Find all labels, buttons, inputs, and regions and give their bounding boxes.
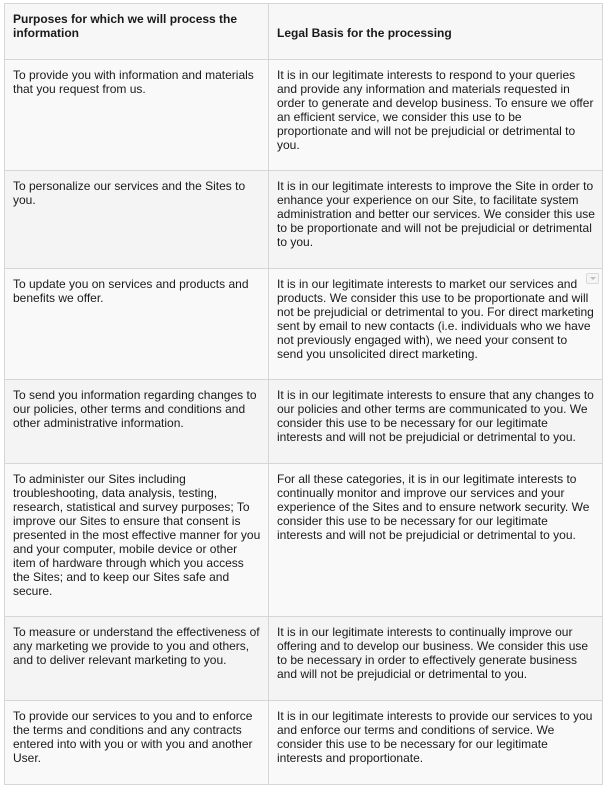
purpose-cell: To provide our services to you and to enforce the terms and conditions and any contracts entered into with you or with you and another User. <box>5 701 269 785</box>
purpose-cell: To update you on services and products and benefits we offer. <box>5 269 269 380</box>
table-row <box>5 60 603 171</box>
basis-cell: For all these categories, it is in our legitimate interests to continually monitor and improve our services and your experience of the Sites and to ensure network security. We consider this use to be necessary for our legitimate interests and will not be prejudicial or detrimental to you. <box>269 464 603 617</box>
table-header-row <box>5 4 603 60</box>
purpose-cell: To administer our Sites including troubleshooting, data analysis, testing, research, statistical and survey purposes; To improve our Sites to ensure that consent is presented in the most effective manner for you and your computer, mobile device or other item of hardware through which you access the Sites; and to keep our Sites safe and secure. <box>5 464 269 617</box>
header-legal-basis: Legal Basis for the processing <box>269 4 603 60</box>
purpose-cell: To send you information regarding changes to our policies, other terms and conditions and other administrative information. <box>5 380 269 464</box>
purpose-cell: To provide you with information and materials that you request from us. <box>5 60 269 171</box>
table-row <box>5 171 603 269</box>
table-row <box>5 617 603 701</box>
basis-cell: It is in our legitimate interests to improve the Site in order to enhance your experience on our Site, to facilitate system administration and better our services. We consider this use to be proportionate and will not be prejudicial or detrimental to you. <box>269 171 603 269</box>
header-purpose: Purposes for which we will process the information <box>5 4 269 60</box>
basis-cell: It is in our legitimate interests to continually improve our offering and to develop our business. We consider this use to be necessary in order to effectively generate business and will not be prejudicial or detrimental to you. <box>269 617 603 701</box>
basis-cell: It is in our legitimate interests to ensure that any changes to our policies and other terms are communicated to you. We consider this use to be necessary for our legitimate interests and will not be prejudicial or detrimental to you. <box>269 380 603 464</box>
purpose-cell: To personalize our services and the Sites to you. <box>5 171 269 269</box>
chevron-down-icon[interactable] <box>586 273 599 284</box>
table-row <box>5 464 603 617</box>
legal-basis-table <box>4 3 603 785</box>
basis-cell-text: It is in our legitimate interests to market our services and products. We consider this use to be proportionate and will not be prejudicial or detrimental to you. For direct marketing sent by email to new contacts (i.e. individuals who we have not previously engaged with), we need your consent to send you unsolicited direct marketing. <box>277 277 594 361</box>
table-row <box>5 269 603 380</box>
basis-cell: It is in our legitimate interests to respond to your queries and provide any information and materials requested in order to generate and develop business. To ensure we offer an efficient service, we consider this use to be proportionate and will not be prejudicial or detrimental to you. <box>269 60 603 171</box>
purpose-cell: To measure or understand the effectiveness of any marketing we provide to you and others, and to deliver relevant marketing to you. <box>5 617 269 701</box>
basis-cell: It is in our legitimate interests to provide our services to you and enforce our terms and conditions of service. We consider this use to be necessary for our legitimate interests and proportionate. <box>269 701 603 785</box>
table-row <box>5 701 603 785</box>
basis-cell <box>269 269 603 380</box>
table-row <box>5 380 603 464</box>
